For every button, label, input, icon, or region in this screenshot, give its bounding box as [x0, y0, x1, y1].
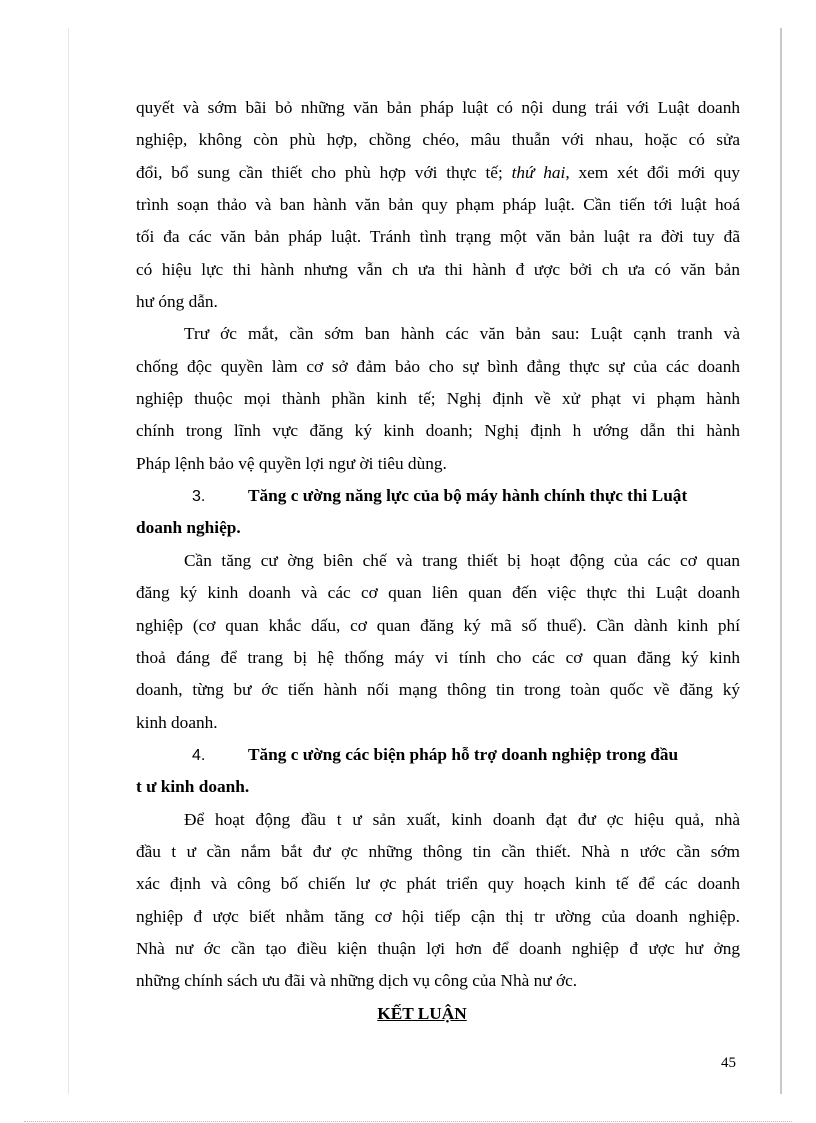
text-line: chống độc quyền làm cơ sở đảm bảo cho sự bình đẳng thực sự của các doanh	[136, 356, 740, 376]
text-segment: , xem xét đổi mới quy	[565, 162, 740, 182]
text-line: doanh, từng bư ớc tiến hành nối mạng thông tin trong toàn quốc về đăng ký	[136, 680, 740, 700]
text-line: quyết và sớm bãi bỏ những văn bản pháp luật có nội dung trái với Luật doanh	[136, 98, 740, 117]
conclusion-heading: KẾT LUẬN	[377, 1003, 467, 1023]
text-line: nghiệp đ ược biết nhằm tăng cơ hội tiếp cận thị tr ường của doanh nghiệp.	[136, 906, 740, 926]
text-line: chính trong lĩnh vực đăng ký kinh doanh; Nghị định h ướng dẫn thi hành	[136, 421, 740, 441]
section-heading-text: Tăng c ường các biện pháp hỗ trợ doanh nghiệp trong đầu	[248, 744, 679, 764]
text-line: Nhà nư ớc cần tạo điều kiện thuận lợi hơn để doanh nghiệp đ ược hư ởng	[136, 938, 740, 958]
text-line: hư óng dẫn.	[136, 292, 218, 312]
text-line: đăng ký kinh doanh và các cơ quan liên quan đến việc thực thi Luật doanh	[136, 583, 740, 603]
paragraph-first-line: Trư ớc mắt, cần sớm ban hành các văn bản sau: Luật cạnh tranh và	[184, 324, 740, 344]
section-number: 4.	[192, 746, 206, 764]
text-line: xác định và công bố chiến lư ợc phát triển quy hoạch kinh tế để các doanh	[136, 874, 740, 894]
text-segment: đổi, bổ sung cần thiết cho phù hợp với thực tế;	[136, 162, 512, 182]
section-heading-4	[136, 739, 740, 771]
text-line: thoả đáng để trang bị hệ thống máy vi tính cho các cơ quan đăng ký kinh	[136, 647, 740, 667]
page-number: 45	[721, 1055, 736, 1071]
text-line: đầu t ư cần nắm bắt đư ợc những thông tin cần thiết. Nhà n ước cần sớm	[136, 841, 740, 861]
section-heading-continuation: doanh nghiệp.	[136, 518, 241, 538]
section-number: 3.	[192, 488, 206, 506]
document-body	[136, 92, 740, 1030]
bottom-rule	[24, 1121, 792, 1122]
text-line: những chính sách ưu đãi và những dịch vụ công của Nhà nư ớc.	[136, 971, 578, 991]
text-line: nghiệp (cơ quan khắc dấu, cơ quan đăng ký mã số thuế). Cần dành kinh phí	[136, 615, 740, 635]
italic-phrase: thứ hai	[511, 162, 566, 182]
text-line: nghiệp, không còn phù hợp, chồng chéo, mâu thuẫn với nhau, hoặc có sửa	[136, 130, 740, 150]
text-line: tối đa các văn bản pháp luật. Tránh tình trạng một văn bản luật ra đời tuy đã	[136, 227, 740, 247]
paragraph-first-line: Để hoạt động đầu t ư sản xuất, kinh doanh đạt đư ợc hiệu quả, nhà	[184, 809, 740, 829]
text-line: trình soạn thảo và ban hành văn bản quy phạm pháp luật. Cần tiến tới luật hoá	[136, 195, 740, 215]
text-line: nghiệp thuộc mọi thành phần kinh tế; Nghị định về xử phạt vi phạm hành	[136, 389, 740, 409]
text-line: có hiệu lực thi hành nhưng vẫn ch ưa thi hành đ ược bởi ch ưa có văn bản	[136, 259, 740, 279]
paragraph-first-line: Cần tăng cư ờng biên chế và trang thiết bị hoạt động của các cơ quan	[184, 550, 740, 570]
section-heading-continuation: t ư kinh doanh.	[136, 777, 250, 797]
text-line	[136, 157, 740, 189]
section-heading-3	[136, 480, 740, 512]
text-line: Pháp lệnh bảo vệ quyền lợi ngư ời tiêu dùng.	[136, 453, 447, 473]
section-heading-text: Tăng c ường năng lực của bộ máy hành chính thực thi Luật	[248, 486, 688, 506]
text-line: kinh doanh.	[136, 712, 218, 732]
